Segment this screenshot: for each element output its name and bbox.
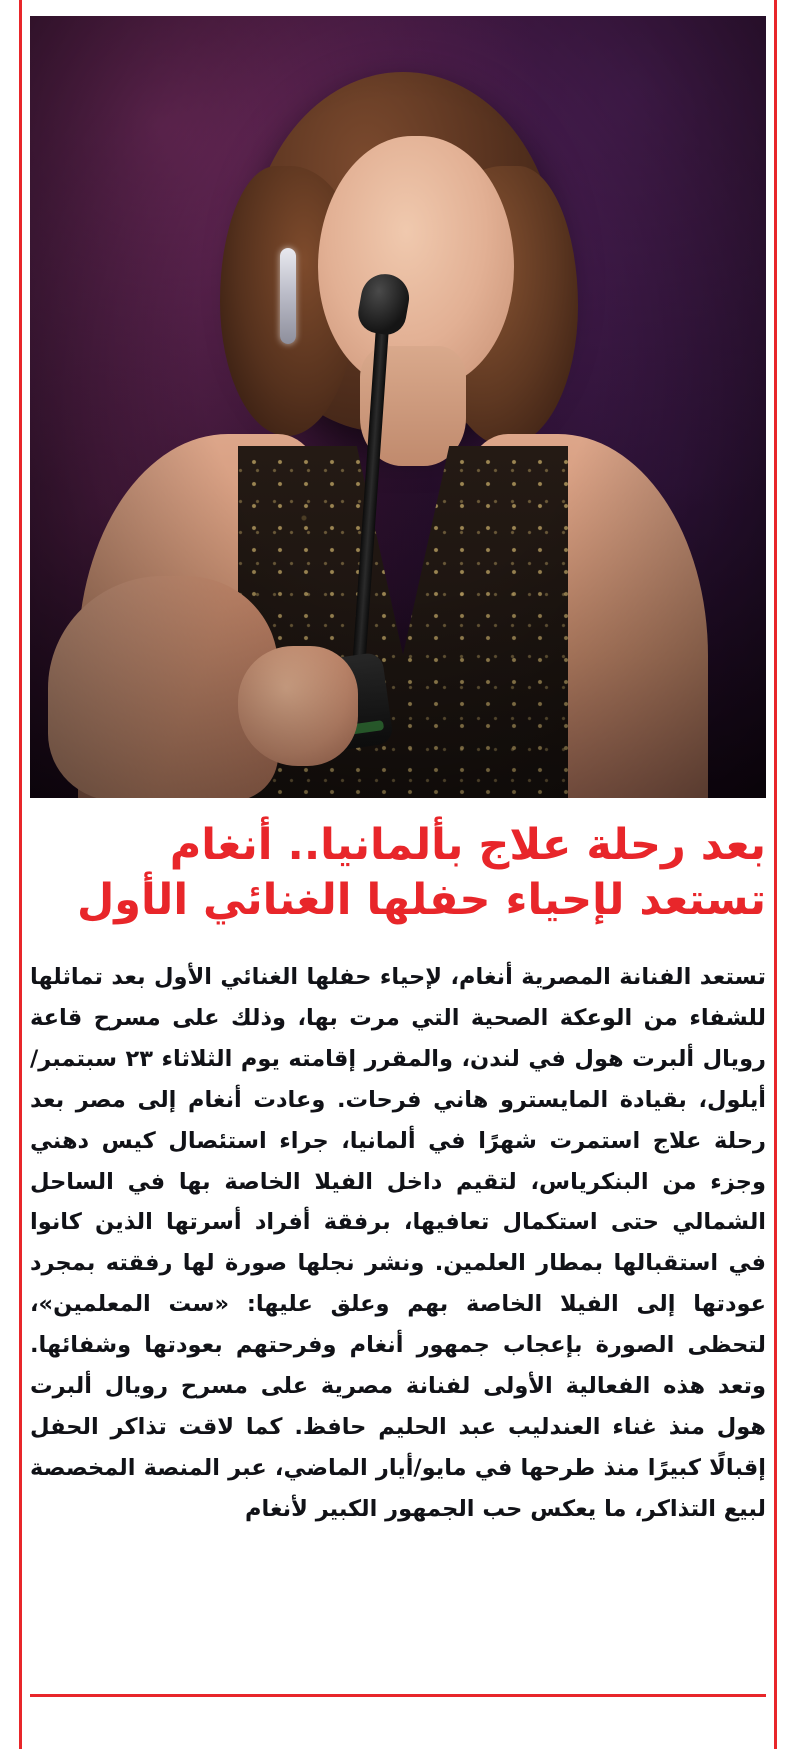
article-headline: بعد رحلة علاج بألمانيا.. أنغام تستعد لإحياء حفلها الغنائي الأول <box>76 820 766 926</box>
left-red-rule <box>19 0 22 1749</box>
bottom-red-rule <box>30 1694 766 1697</box>
right-red-rule <box>774 0 777 1749</box>
article-content <box>30 16 766 1749</box>
photo-vignette <box>30 16 766 798</box>
article-body: تستعد الفنانة المصرية أنغام، لإحياء حفلها الغنائي الأول بعد تماثلها للشفاء من الوعكة الصحية التي مرت بها، وذلك على مسرح قاعة رويال ألبرت هول في لندن، والمقرر إقامته يوم الثلاثاء ٢٣ سبتمبر/أيلول، بقيادة المايسترو هاني فرحات. وعادت أنغام إلى مصر بعد رحلة علاج استمرت شهرًا في ألمانيا، جراء استئصال كيس دهني وجزء من البنكرياس، لتقيم داخل الفيلا الخاصة بها في الساحل الشمالي حتى استكمال تعافيها، برفقة أفراد أسرتها الذين كانوا في استقبالها بمطار العلمين. ونشر نجلها صورة لها رفقته بمجرد عودتها إلى الفيلا الخاصة بهم وعلق عليها: «ست المعلمين»، لتحظى الصورة بإعجاب جمهور أنغام وفرحتهم بعودتها وشفائها. وتعد هذه الفعالية الأولى لفنانة مصرية على مسرح رويال ألبرت هول منذ غناء العندليب عبد الحليم حافظ. كما لاقت تذاكر الحفل إقبالًا كبيرًا منذ طرحها في مايو/أيار الماضي، عبر المنصة المخصصة لبيع التذاكر، ما يعكس حب الجمهور الكبير لأنغام <box>30 963 767 1523</box>
article-photo <box>30 16 766 798</box>
